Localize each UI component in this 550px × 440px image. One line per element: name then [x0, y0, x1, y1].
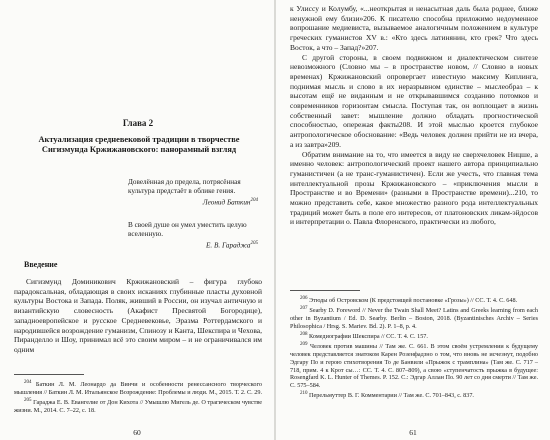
page-number: 60	[133, 428, 141, 437]
section-heading: Введение	[24, 260, 58, 269]
epigraph-2	[128, 221, 258, 250]
footnote: $^{204}$ Баткин Л. М. Леонардо да Винчи и особенности ренессансного творческого мышления // Баткин Л. М. Итальянское Возрождение: Проблемы и люди. М., 2015. Т. 2. С. 29.	[14, 380, 262, 396]
chapter-title: Актуализация средневековой традиции в творчестве Сигизмунда Кржижановского: панорамный взгляд	[38, 135, 240, 155]
footnotes	[290, 295, 538, 425]
body-paragraph: к Улиссу и Колумбу, «...неоткрытая и ненасытная даль была роднее, ближе ненужной ему близи»206. К писателю способна приложимо недоуменное вопрошание медиевиста, вызываемое аналогичным положением в культуре греческих гуманистов XV в.: «Кто здесь латинянин, кто грек? Что здесь Восток, а что – Запад?»207.	[290, 4, 538, 52]
footnote: $^{205}$ Гараджа Е. В. Евангелие от Дон Кихота // Умышлю Мигель де. О трагическом чувстве жизни. М., 2014. С. 7–22, с. 18.	[14, 397, 262, 414]
chapter-heading-block	[14, 118, 262, 128]
footnote: $^{210}$ Перельмуттер В. Г. Комментарии // Там же. С. 701–843, с. 837.	[300, 391, 474, 400]
footnote: $^{206}$ Этюды об Островском (К предстоящей постановке «Грозы») // СС. Т. 4. С. 648.	[300, 296, 518, 305]
page-number: 61	[409, 428, 417, 437]
section-heading-block	[24, 260, 262, 269]
left-page	[0, 0, 274, 440]
epigraph-author: Е. В. Гараджа$^{205}$	[206, 241, 258, 250]
footnote: $^{207}$ Searby D. Foreword // Never the Twain Shall Meet? Latins and Greeks learning from each other in Byzantium / Ed. D. Searby. Berlin – Boston, 2018. (Byzantinisches Archiv – Series Philosophica / Hrsg. S. Mariev. Bd. 2). P. 1–8, p. 4.	[290, 305, 538, 330]
chapter-title-block	[30, 135, 248, 155]
footnote-rule	[14, 374, 262, 375]
body-text	[290, 4, 538, 286]
chapter-heading: Глава 2	[122, 118, 154, 128]
right-page	[276, 0, 550, 440]
epigraph-text: Довелённая до предела, потрясённая культура предстаёт в облике гения.	[128, 178, 241, 196]
epigraph-1	[128, 178, 258, 207]
footnote: $^{209}$ Человек против машины // Там же. С. 661. В этом своём устремлении к будущему человек представляется знатоком Карен Розенфадзно о том, что вновь не исчезнут, подобно Эдгару По и герою стихотворения То де Банвили «Прыжок с трамплина» (Там же. С. 717 – 718, прим. 4 к Крот сы…: СС. Т. 4. С. 807–809), а свою «ступенчатость прыжка в будущее: Rosengfard K. L. Hunter of Themes. Р. 152. С.: Эдгар Аллан По. 90 лет со дня смерти // Там же. С. 575–584.	[290, 341, 538, 390]
footnotes	[14, 379, 262, 423]
epigraph-author: Леонид Баткин$^{204}$	[202, 198, 258, 207]
body-paragraph: Обратим внимание на то, что имеется в виду не сверхчеловек Ницше, а именно человек: антропологический проект нашего автора принципиально гуманистичен (а не транс-гуманистичен). Если же учесть, что главная тема интеллектуальной прозы Кржижановского – «приключения мысли в Пространстве и во Времени» (разными в Пространстве времени)...210, то можно представить себе, какое множество разного рода интеллектуальных традиций может быть в поле его интересов, от платоновских ликам-эйдосов и интерпретации о. Павла Флоренского, практически из любого,	[290, 149, 538, 227]
body-text	[14, 277, 262, 371]
footnote: $^{208}$ Комедиографии Шекспира // СС. Т. 4. С. 157.	[300, 331, 428, 340]
body-paragraph: С другой стороны, в своем подвижном и диалектическом синтезе невозможного (Словно мы – в пространстве новом, // Словно в новых временах) Кржижановский опровергает известную максиму Киплинга, поднимая мысль и слово в их неразрывном единстве – мыслеобраз – к высотам ещё не виданным и не открывавшимся созданию потомков и современников горизонтам смысла. Поступая так, он воплощает в жизнь собственный завет: мышление должно обладать прогностической способностью, опережая факты208. И этой мыслью кроется глубокое антропологическое обоснование: «Ведь человек должен прийти не из вчера, а из завтра»209.	[290, 52, 538, 149]
body-paragraph: Сигизмунд Доминикович Кржижановский – фигура глубоко парадоксальная, обладающая в своих исканиях глубинные пласты духовной культуры Востока и Запада. Поляк, живший в России, он изучал античную и византийскую словесность (Акафист Пресвятой Богородице), западноевропейское и русское Средневековье, Эразма Роттердамского и народившейся возрождение гуманизм, Спинозу и Канта, Шекспира и Чехова, Пиранделло и Шоу, принимал всё это своим миром – и не ограничивался им одним	[14, 277, 262, 354]
epigraph-text: В своей душе он умел уместить целую вселенную.	[128, 221, 247, 239]
footnote-rule	[290, 290, 538, 291]
